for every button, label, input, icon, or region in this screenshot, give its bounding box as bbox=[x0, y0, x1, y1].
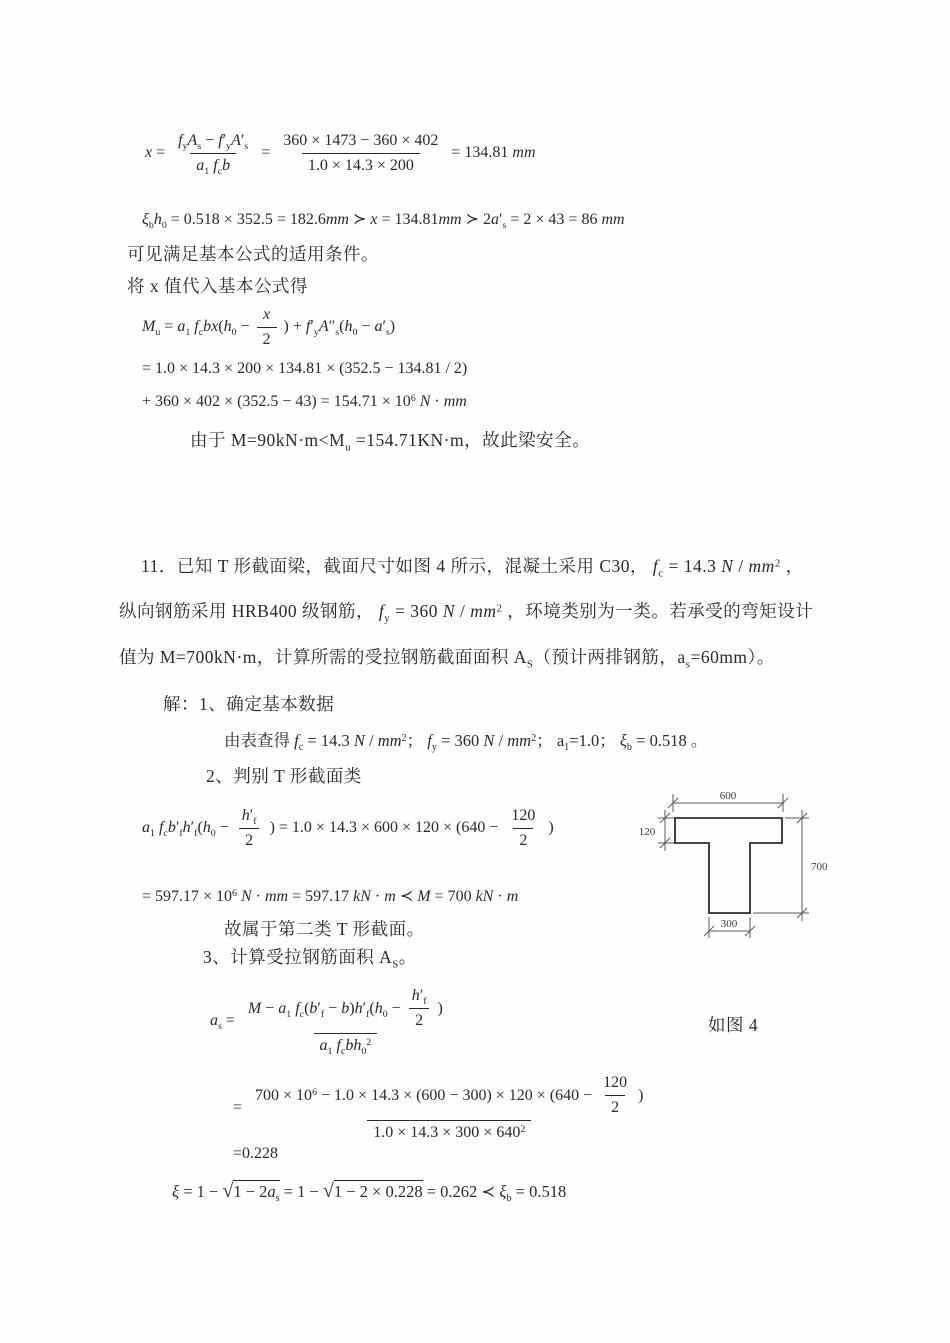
fraction-numerator: $h'_f$ bbox=[411, 987, 427, 1007]
equation-mu-line3: + $360 \times 402 \times (352.5 - 43) = 154.71 \times 10^6$ N · mm bbox=[142, 393, 467, 410]
solution-step2-conclusion: 故属于第二类 T 形截面。 bbox=[224, 919, 425, 939]
fraction-denominator: 1.0 × 14.3 × 200 bbox=[302, 153, 420, 175]
problem-11-line3: 值为 M=700kN·m，计算所需的受拉钢筋截面面积 $A_S$（预计两排钢筋，$a_s=60mm$）。 bbox=[119, 647, 775, 671]
dim-label-120: 120 bbox=[638, 826, 656, 838]
equation-x-result: = 134.81 mm bbox=[451, 144, 536, 161]
fraction-denominator: 2 bbox=[513, 828, 533, 850]
fraction-numeric bbox=[277, 132, 444, 175]
fraction-symbolic bbox=[172, 132, 254, 175]
equation-xi-check: $\xi = 1 - √1 - 2a_s = 1 - √1 - 2 \times 0.228 = 0.262$ ≺ $\xi_b = 0.518$ bbox=[172, 1180, 567, 1205]
fraction-numerator: 120 bbox=[511, 806, 536, 824]
denominator-text: $a_1$ $f_cbh_0^2$ bbox=[319, 1037, 372, 1057]
equation-as-lhs: $a_s$ = bbox=[210, 1012, 235, 1032]
problem-11-line1: 11．已知 T 形截面梁，截面尺寸如图 4 所示，混凝土采用 C30， $f_c = 14.3$ N / $mm^2$ ， bbox=[141, 556, 804, 580]
numerator-pre: $M - a_1$ $f_c(b'_f - b)h'_f(h_0$ − bbox=[247, 999, 401, 1020]
equation-t-post: ) bbox=[548, 819, 554, 836]
fraction-as bbox=[242, 987, 449, 1055]
fraction-numerator: 120 bbox=[603, 1074, 628, 1091]
solution-step1-body: 由表查得 $f_c = 14.3$ N / $mm^2$； $f_y = 360$ N / $mm^2$； $a_1=1.0$； $\xi_b = 0.518$ 。 bbox=[224, 731, 708, 754]
fraction-numerator bbox=[249, 1074, 649, 1120]
equation-mu-post: ) + $f'_yA''_s(h_0 - a'_s)$ bbox=[283, 318, 396, 338]
t-section-figure bbox=[633, 780, 885, 965]
dim-label-700: 700 bbox=[811, 861, 828, 873]
numerator-post: ) bbox=[437, 999, 443, 1017]
equation-as-symbolic bbox=[210, 976, 449, 1066]
fraction-denominator: 2 bbox=[409, 1008, 429, 1030]
dim-label-600: 600 bbox=[719, 790, 737, 802]
equation-x-lhs: x = bbox=[145, 144, 166, 161]
equation-mu-line2: = 1.0 × 14.3 × 200 × 134.81 × (352.5 − 134.81 / 2) bbox=[142, 360, 468, 377]
fraction-numerator bbox=[242, 987, 449, 1033]
fraction-denominator bbox=[367, 1120, 531, 1142]
fraction-denominator: 2 bbox=[605, 1095, 625, 1117]
dimension-lines bbox=[658, 794, 809, 938]
solution-step2-title: 2、判别 T 形截面类 bbox=[206, 766, 362, 786]
equation-as2-lhs: = bbox=[233, 1099, 243, 1116]
equation-t-mid: ) = 1.0 × 14.3 × 600 × 120 × (640 − bbox=[269, 819, 499, 836]
equation-xib-check: $\xi_bh_0 = 0.518 \times 352.5 = 182.6mm$ ≻ x = 134.81mm ≻ $2a'_s = 2 \times 43 = 86$ mm bbox=[142, 211, 625, 231]
fraction-denominator: 2 bbox=[257, 327, 277, 349]
equation-mu bbox=[142, 303, 395, 351]
dim-label-300: 300 bbox=[720, 918, 738, 930]
fraction-numerator: $h'_f$ bbox=[241, 806, 257, 827]
fraction-denominator: 2 bbox=[239, 828, 259, 850]
solution-step3-title: 3、计算受拉钢筋面积 $A_S$。 bbox=[203, 947, 417, 971]
fraction-hf-over-2 bbox=[236, 807, 263, 850]
problem-11-line2: 纵向钢筋采用 HRB400 级钢筋， $f_y = 360$ N / $mm^2$ ，环境类别为一类。若承受的弯矩设计 bbox=[119, 601, 814, 625]
fraction-x-over-2 bbox=[257, 306, 277, 349]
numerator-pre: $700 \times 10^6 - 1.0 \times 14.3 \times (600 - 300) \times 120 \times (640$ − bbox=[255, 1086, 593, 1104]
equation-x bbox=[145, 120, 536, 186]
fraction-120-over-2 bbox=[505, 807, 541, 850]
fraction-denominator: $a_1$ $f_cb$ bbox=[190, 153, 236, 175]
nested-fraction bbox=[406, 987, 433, 1030]
equation-t-line2: = $597.17 \times 10^6$ N · mm = 597.17 kN · m ≺ M = 700 kN · m bbox=[142, 888, 519, 905]
t-section-outline bbox=[675, 818, 782, 913]
fraction-denominator bbox=[314, 1033, 378, 1055]
nested-fraction bbox=[597, 1074, 633, 1117]
equation-t-judge bbox=[142, 795, 554, 861]
equation-mu-pre: $M_u = a_1$ $f_cbx(h_0$ − bbox=[142, 318, 250, 338]
fraction-numerator: $f_yA_s - f'_yA'_s$ bbox=[178, 131, 249, 152]
text-substitute-x: 将 x 值代入基本公式得 bbox=[127, 276, 308, 296]
figure-4-caption: 如图 4 bbox=[708, 1015, 759, 1035]
numerator-post: ) bbox=[638, 1086, 644, 1104]
text-condition-ok: 可见满足基本公式的适用条件。 bbox=[127, 244, 379, 264]
equation-t-pre: $a_1$ $f_cb'_fh'_f(h_0$ − bbox=[142, 819, 229, 839]
equation-as-numeric bbox=[233, 1066, 650, 1150]
denominator-text: $1.0 \times 14.3 \times 300 \times 640^2$ bbox=[373, 1124, 526, 1141]
fraction-as-numeric bbox=[249, 1074, 649, 1142]
equals-sign: = bbox=[261, 144, 271, 161]
equation-as-result: =0.228 bbox=[233, 1145, 279, 1162]
fraction-numerator: 360 × 1473 − 360 × 402 bbox=[283, 131, 439, 149]
solution-step1-title: 解：1、确定基本数据 bbox=[163, 694, 335, 714]
text-beam-safe-conclusion: 由于 $M=90kN\cdot m<M_u =154.71KN\cdot m$，故此梁安全。 bbox=[190, 430, 591, 454]
fraction-numerator: x bbox=[262, 305, 271, 323]
